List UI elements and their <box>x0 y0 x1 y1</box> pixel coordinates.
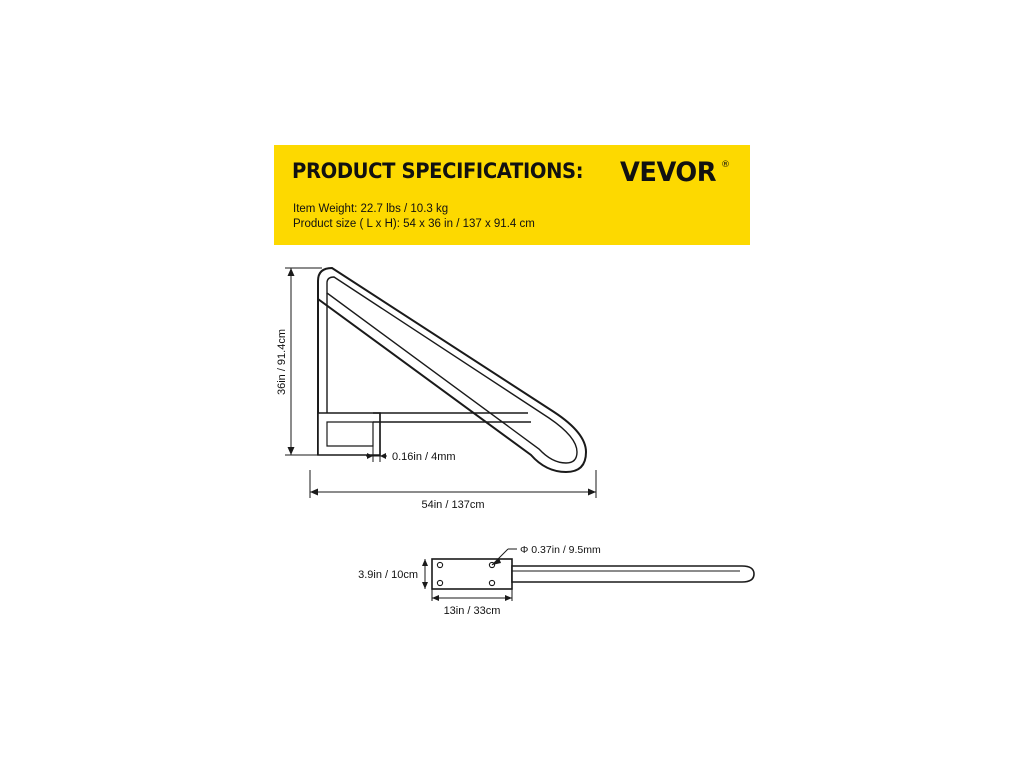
height-arrow-top <box>288 268 295 276</box>
spec-line-weight: Item Weight: 22.7 lbs / 10.3 kg <box>293 203 449 215</box>
top-view-bar <box>512 566 754 582</box>
thickness-arrow-right <box>380 453 386 459</box>
height-dimension <box>285 268 322 455</box>
height-dimension-label: 36in / 91.4cm <box>276 328 288 396</box>
base-length-label: 13in / 33cm <box>443 605 501 617</box>
base-length-dimension <box>432 589 512 601</box>
registered-trademark-icon: ® <box>721 160 730 170</box>
depth-dimension-label: 3.9in / 10cm <box>358 569 418 581</box>
width-dimension-label: 54in / 137cm <box>421 499 485 511</box>
spec-line-size: Product size ( L x H): 54 x 36 in / 137 x 91.4 cm <box>293 218 535 230</box>
top-view-flange <box>432 559 512 589</box>
hole-bottom-left <box>437 580 442 585</box>
width-arrow-left <box>310 489 318 496</box>
width-dimension <box>310 470 596 498</box>
hole-bottom-right <box>489 580 494 585</box>
specifications-title: PRODUCT SPECIFICATIONS: <box>292 159 584 183</box>
hole-diameter-label: Φ 0.37in / 9.5mm <box>520 544 601 556</box>
base-arrow-right <box>505 595 512 601</box>
depth-arrow-top <box>422 559 428 566</box>
base-arrow-left <box>432 595 439 601</box>
side-view-group <box>318 268 586 472</box>
width-arrow-right <box>588 489 596 496</box>
depth-dimension <box>422 559 428 589</box>
height-arrow-bottom <box>288 447 295 455</box>
vevor-logo: VEVOR <box>620 157 716 188</box>
hole-top-left <box>437 562 442 567</box>
depth-arrow-bottom <box>422 582 428 589</box>
thickness-dimension-label: 0.16in / 4mm <box>392 451 456 463</box>
top-view-group <box>432 559 754 589</box>
